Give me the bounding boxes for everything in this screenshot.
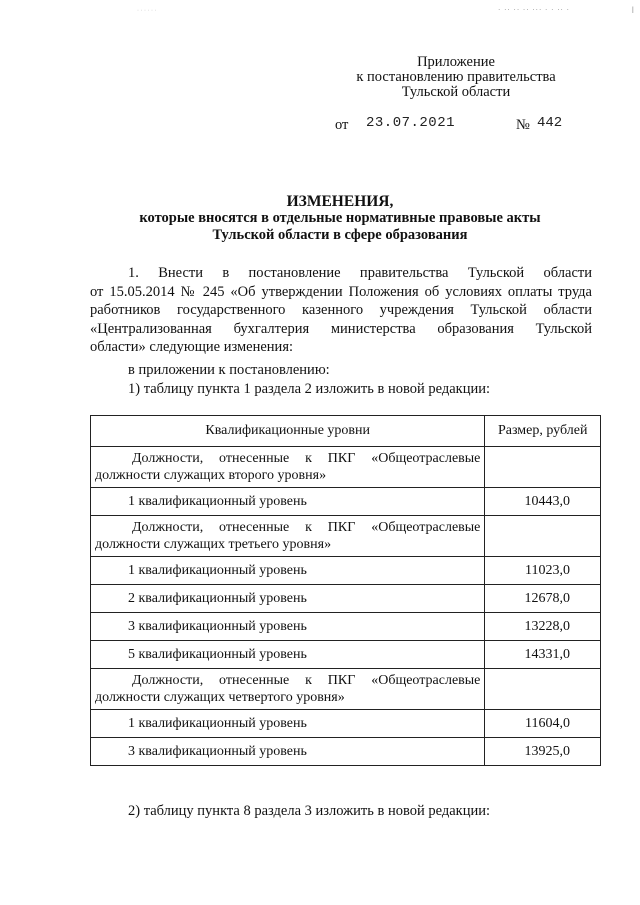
value-cell: 10443,0 [485, 488, 601, 516]
subitem-2: 2) таблицу пункта 8 раздела 3 изложить в новой редакции: [128, 803, 490, 819]
value-cell: 11604,0 [485, 710, 601, 738]
table-group-row [91, 516, 601, 557]
paragraph-line: 1. Внести в постановление правительства Тульской области [128, 265, 592, 281]
salary-table [90, 415, 601, 766]
group-title-line: Должности, отнесенные к ПКГ «Общеотраслевые [132, 673, 481, 688]
subitem-in-appendix: в приложении к постановлению: [128, 362, 330, 378]
scan-artifact: · ·· ·· ·· ··· · · ·· · [498, 6, 570, 14]
paragraph-1 [90, 264, 592, 357]
level-cell: 1 квалификационный уровень [91, 710, 485, 738]
value-cell: 12678,0 [485, 585, 601, 613]
table-row [91, 613, 601, 641]
paragraph-line: области» следующие изменения: [90, 339, 294, 355]
table-group-row [91, 447, 601, 488]
table-row [91, 488, 601, 516]
level-cell: 3 квалификационный уровень [91, 738, 485, 766]
title-subheading: которые вносятся в отдельные нормативные правовые акты [139, 210, 541, 226]
title-subheading: Тульской области в сфере образования [212, 227, 468, 243]
column-header-size: Размер, рублей [485, 416, 601, 447]
group-title-line: должности служащих третьего уровня» [95, 537, 332, 552]
scan-edge-mark: ǀ [632, 5, 634, 15]
group-title-line: должности служащих второго уровня» [95, 468, 327, 483]
level-cell: 1 квалификационный уровень [91, 488, 485, 516]
column-header-levels: Квалификационные уровни [91, 416, 485, 447]
group-title [91, 447, 485, 488]
group-title-line: Должности, отнесенные к ПКГ «Общеотраслевые [132, 520, 481, 535]
appendix-line: Тульской области [401, 84, 511, 100]
table-row [91, 738, 601, 766]
appendix-header [340, 55, 572, 100]
paragraph-line: от 15.05.2014 № 245 «Об утверждении Положения об условиях оплаты труда [90, 283, 592, 300]
number-label: № [516, 117, 530, 133]
empty-cell [485, 669, 601, 710]
appendix-line: к постановлению правительства [356, 69, 556, 85]
document-date: 23.07.2021 [366, 115, 456, 131]
value-cell: 14331,0 [485, 641, 601, 669]
document-number: 442 [537, 115, 563, 131]
value-cell: 13925,0 [485, 738, 601, 766]
table-row [91, 557, 601, 585]
table-row [91, 641, 601, 669]
appendix-line: Приложение [417, 54, 495, 70]
table-group-row [91, 669, 601, 710]
table-row [91, 585, 601, 613]
subitem-1: 1) таблицу пункта 1 раздела 2 изложить в новой редакции: [128, 381, 490, 397]
value-cell: 11023,0 [485, 557, 601, 585]
level-cell: 2 квалификационный уровень [91, 585, 485, 613]
table-row [91, 710, 601, 738]
level-cell: 5 квалификационный уровень [91, 641, 485, 669]
empty-cell [485, 516, 601, 557]
paragraph-line: работников государственного казенного учреждения Тульской области [90, 302, 592, 318]
level-cell: 3 квалификационный уровень [91, 613, 485, 641]
group-title [91, 669, 485, 710]
empty-cell [485, 447, 601, 488]
scan-artifact: · · · · · · [137, 8, 157, 14]
table-header-row [91, 416, 601, 447]
title-heading: ИЗМЕНЕНИЯ, [286, 193, 394, 210]
value-cell: 13228,0 [485, 613, 601, 641]
level-cell: 1 квалификационный уровень [91, 557, 485, 585]
date-line [333, 115, 583, 135]
paragraph-line: «Централизованная бухгалтерия министерства образования Тульской [90, 320, 592, 337]
group-title [91, 516, 485, 557]
date-from-label: от [335, 117, 349, 133]
group-title-line: Должности, отнесенные к ПКГ «Общеотраслевые [132, 451, 481, 466]
document-title [80, 193, 600, 244]
group-title-line: должности служащих четвертого уровня» [95, 690, 345, 705]
